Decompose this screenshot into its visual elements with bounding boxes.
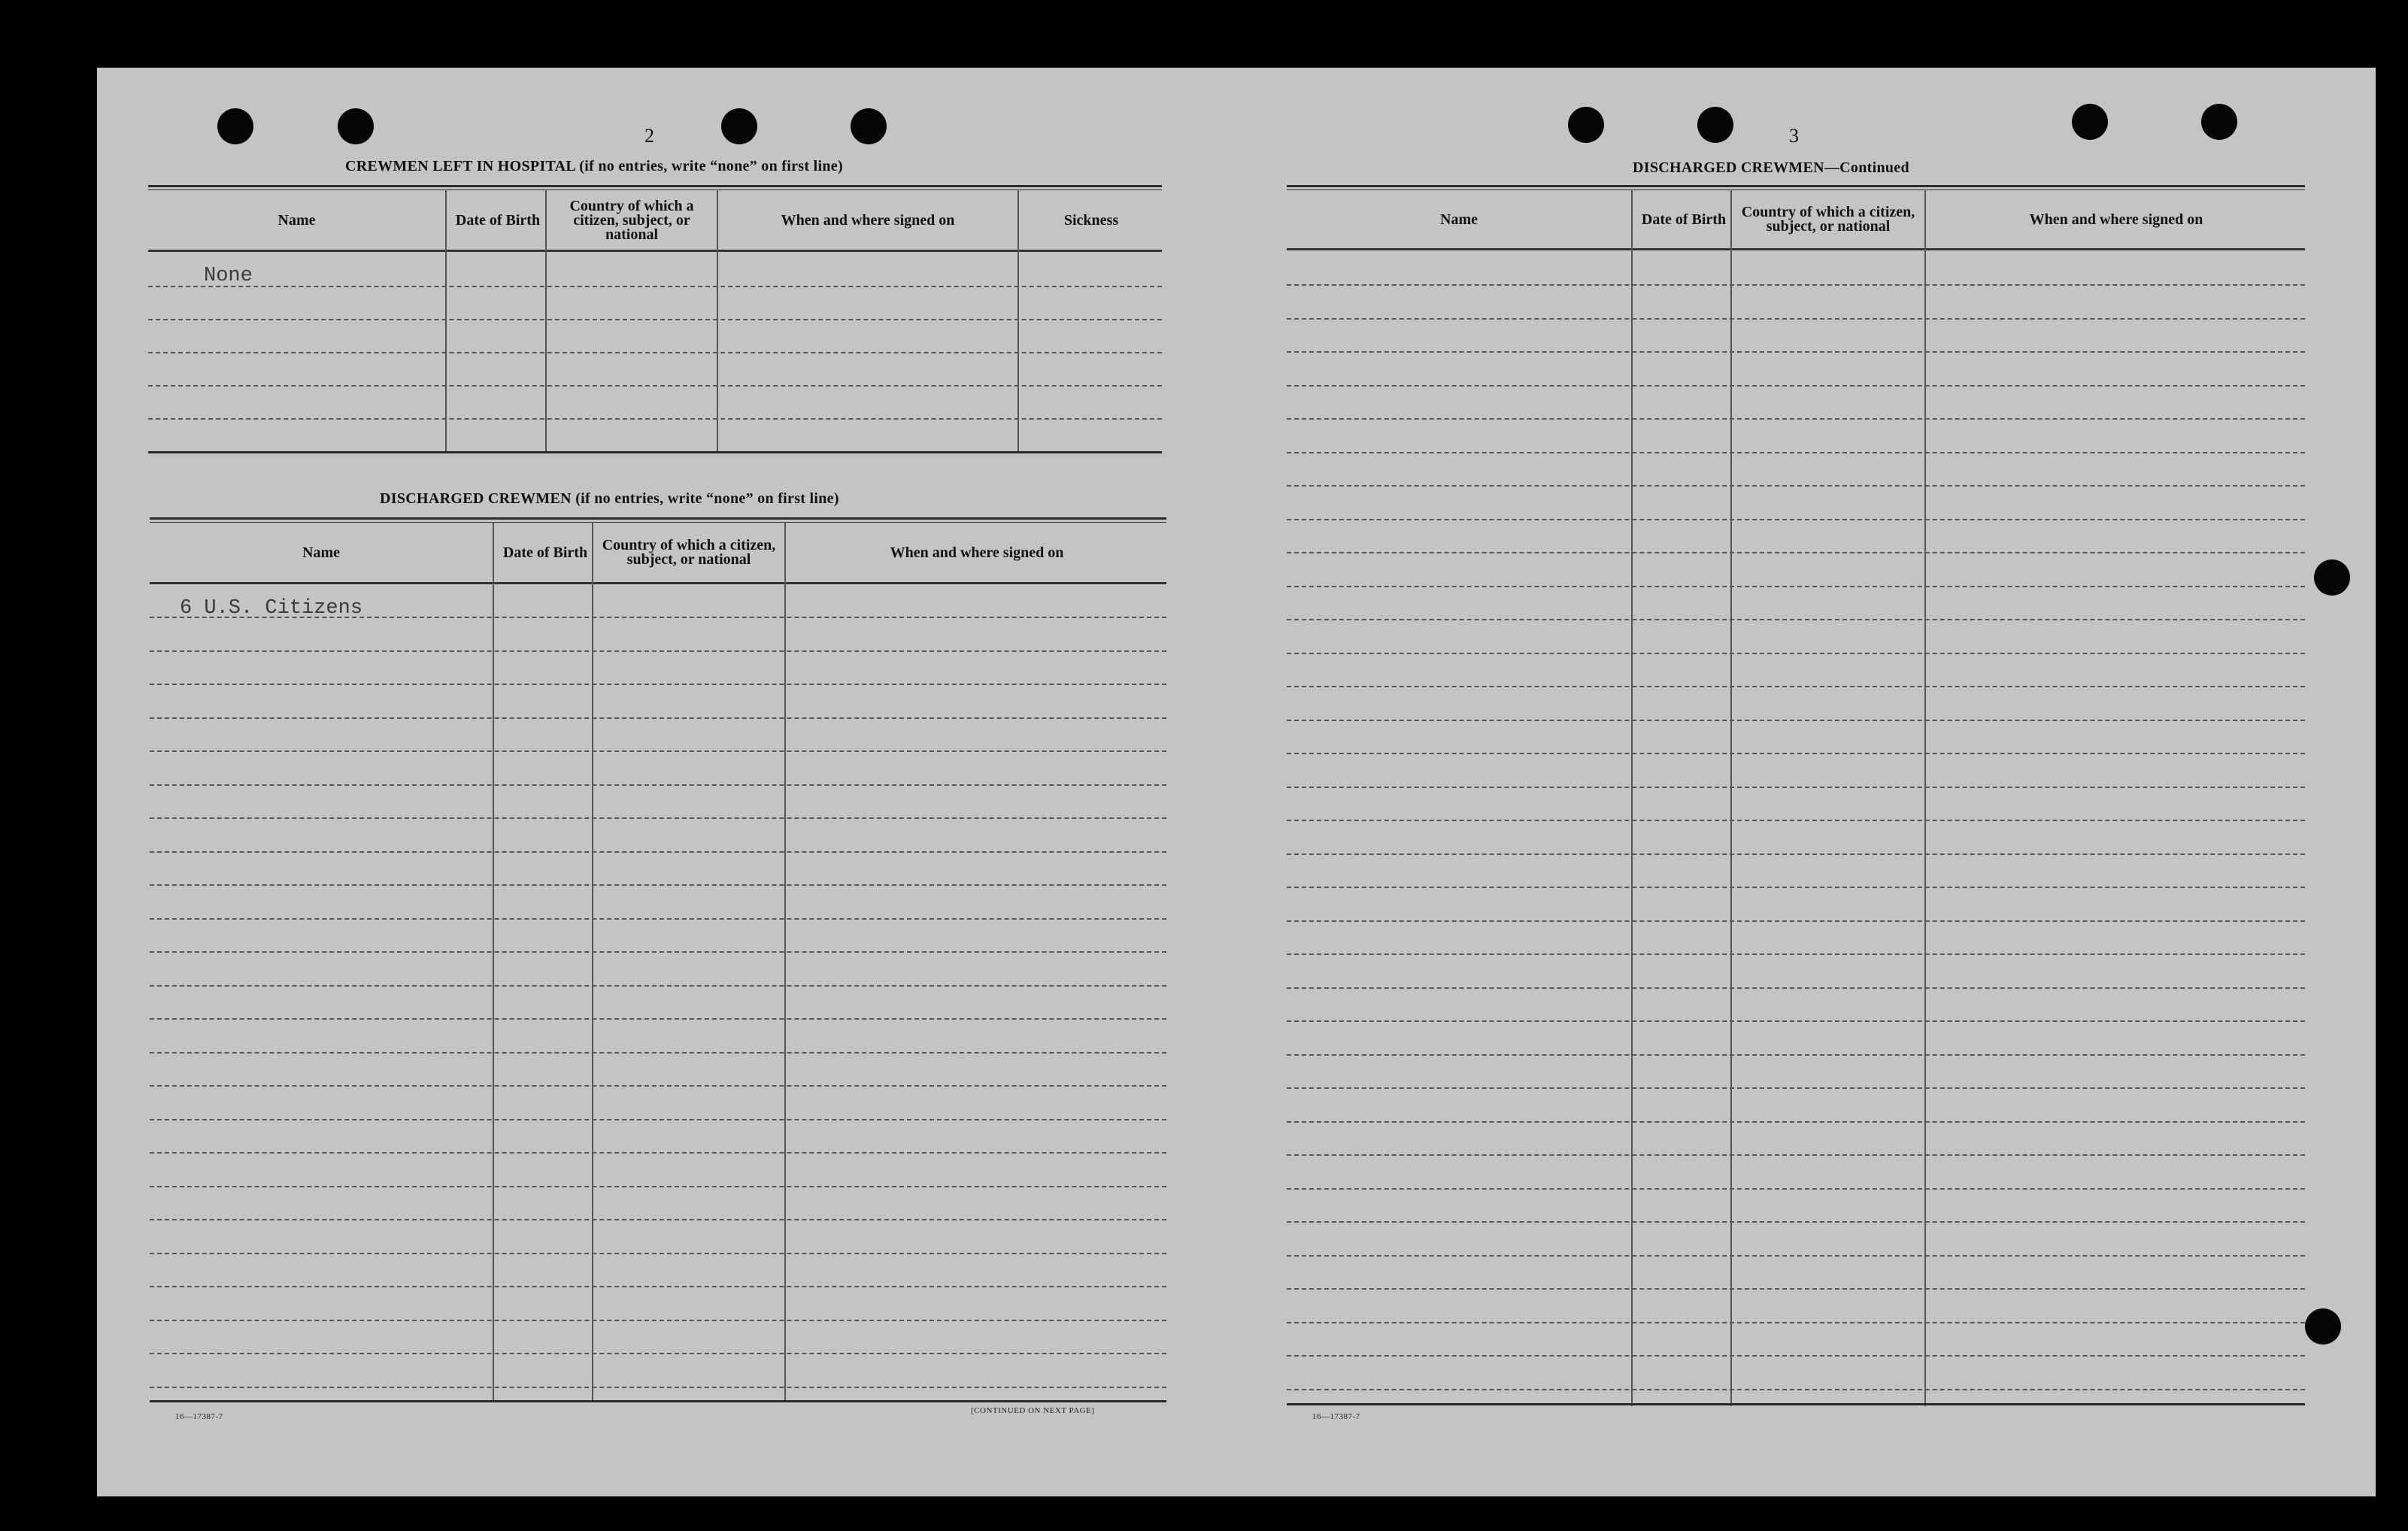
ruled-line <box>1287 720 2305 721</box>
ruled-line <box>150 1353 1166 1354</box>
ruled-line <box>150 1387 1166 1388</box>
discharged-table <box>150 517 1166 1403</box>
discharged-continued-table <box>1287 185 2305 1403</box>
ruled-line <box>150 1152 1166 1154</box>
ruled-line <box>1287 552 2305 553</box>
punch-hole <box>217 108 253 144</box>
ruled-line <box>1287 452 2305 453</box>
ruled-line <box>150 1085 1166 1087</box>
ruled-line <box>1287 485 2305 487</box>
ruled-line <box>150 851 1166 853</box>
ruled-line <box>1287 1221 2305 1223</box>
ruled-line <box>1287 1355 2305 1357</box>
ruled-line <box>1287 1389 2305 1390</box>
ruled-line <box>150 1119 1166 1120</box>
ruled-line <box>1287 1087 2305 1089</box>
page-number: 3 <box>1789 125 1799 147</box>
col-when-where: When and where signed on <box>2029 211 2203 228</box>
ruled-line <box>150 884 1166 886</box>
document-paper <box>97 68 2376 1496</box>
ruled-line <box>1287 519 2305 520</box>
ruled-line <box>1287 1020 2305 1022</box>
ruled-line <box>1287 385 2305 387</box>
punch-hole <box>2305 1308 2341 1345</box>
ruled-line <box>150 1219 1166 1220</box>
form-number: 16—17387-7 <box>1312 1412 1360 1421</box>
hospital-entry: None <box>204 265 253 287</box>
col-country: Country of which a citizen, subject, or national <box>602 537 776 568</box>
discharged-continued-title: DISCHARGED CREWMEN—Continued <box>1633 159 1909 176</box>
ruled-line <box>150 684 1166 685</box>
ruled-line <box>1287 1288 2305 1290</box>
ruled-line <box>1287 1255 2305 1257</box>
continued-note: [CONTINUED ON NEXT PAGE] <box>971 1406 1095 1415</box>
col-when-where: When and where signed on <box>781 211 955 229</box>
punch-hole <box>1568 107 1604 143</box>
ruled-line <box>150 784 1166 786</box>
col-date-of-birth: Date of Birth <box>1641 211 1727 228</box>
discharged-entry: 6 U.S. Citizens <box>180 597 363 620</box>
col-when-where: When and where signed on <box>890 544 1064 561</box>
ruled-line <box>1287 284 2305 286</box>
ruled-line <box>1287 887 2305 888</box>
ruled-line <box>1287 820 2305 821</box>
ruled-line <box>1287 418 2305 420</box>
form-number: 16—17387-7 <box>175 1412 223 1421</box>
col-country: Country of which a citizen, subject, or national <box>569 197 694 243</box>
col-date-of-birth: Date of Birth <box>455 211 541 229</box>
ruled-line <box>1287 1054 2305 1056</box>
ruled-line <box>1287 753 2305 754</box>
page-number: 2 <box>644 125 654 147</box>
ruled-line <box>1287 987 2305 989</box>
col-name: Name <box>1440 211 1478 228</box>
ruled-line <box>1287 953 2305 955</box>
punch-hole <box>721 108 757 144</box>
punch-hole <box>2314 559 2350 596</box>
col-name: Name <box>302 544 340 561</box>
ruled-line <box>150 1018 1166 1020</box>
ruled-line <box>1287 1121 2305 1123</box>
ruled-line <box>1287 853 2305 855</box>
ruled-line <box>150 650 1166 652</box>
punch-hole <box>2201 104 2237 140</box>
punch-hole <box>2072 104 2108 140</box>
col-date-of-birth: Date of Birth <box>502 544 588 561</box>
punch-hole <box>338 108 374 144</box>
ruled-line <box>1287 686 2305 687</box>
ruled-line <box>1287 586 2305 587</box>
punch-hole <box>1697 107 1733 143</box>
ruled-line <box>1287 318 2305 320</box>
hospital-title: CREWMEN LEFT IN HOSPITAL (if no entries, write “none” on first line) <box>345 158 843 174</box>
punch-hole <box>851 108 887 144</box>
col-sickness: Sickness <box>1063 211 1119 229</box>
ruled-line <box>150 918 1166 920</box>
ruled-line <box>150 817 1166 819</box>
ruled-line <box>150 951 1166 953</box>
col-name: Name <box>277 211 316 229</box>
col-country: Country of which a citizen, subject, or national <box>1741 204 1915 235</box>
ruled-line <box>150 1320 1166 1321</box>
ruled-line <box>150 717 1166 719</box>
ruled-line <box>150 1186 1166 1187</box>
ruled-line <box>1287 653 2305 654</box>
ruled-line <box>1287 351 2305 353</box>
hospital-table <box>148 185 1162 456</box>
ruled-line <box>1287 619 2305 620</box>
ruled-line <box>1287 1188 2305 1190</box>
ruled-line <box>1287 1154 2305 1156</box>
ruled-line <box>150 750 1166 752</box>
discharged-title: DISCHARGED CREWMEN (if no entries, write “none” on first line) <box>380 490 839 507</box>
ruled-line <box>1287 787 2305 788</box>
ruled-line <box>150 1253 1166 1254</box>
ruled-line <box>1287 1322 2305 1323</box>
ruled-line <box>1287 920 2305 922</box>
ruled-line <box>150 985 1166 987</box>
ruled-line <box>150 1052 1166 1054</box>
ruled-line <box>150 1286 1166 1287</box>
